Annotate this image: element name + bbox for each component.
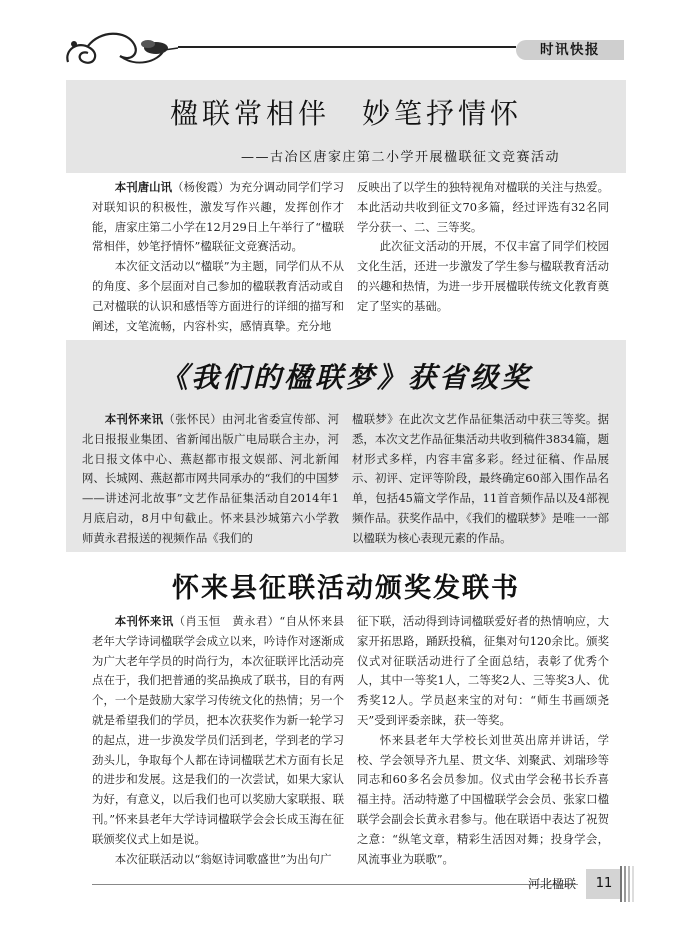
article3-right-column (357, 612, 609, 869)
scroll-ornament-icon (60, 22, 180, 72)
stripes-decoration-icon (620, 866, 634, 902)
article1-left-column (92, 178, 344, 336)
article2-right-column (352, 410, 609, 549)
publication-name: 河北楹联 (527, 877, 576, 891)
page-number: 11 (586, 869, 622, 899)
article3-byline-author: （肖玉恒 黄永君） (173, 614, 280, 628)
article3-byline-lead: 本刊怀来讯 (114, 614, 174, 628)
article1-paragraph: 本刊唐山讯（杨俊霞）为充分调动同学们学习对联知识的积极性，激发写作兴趣，发挥创作才能，唐家庄第二小学在12月29日上午举行了“楹联常相伴，妙笔抒情怀”楹联征文竞赛活动。 (92, 180, 344, 254)
article1-byline-lead: 本刊唐山讯 (114, 180, 173, 194)
article2-title: 《我们的楹联梦》获省级奖 (159, 361, 532, 394)
header-rule (178, 46, 516, 48)
footer-rule (92, 884, 578, 885)
article2-byline-author: （张怀民） (163, 412, 223, 426)
article1-paragraph: 此次征文活动的开展，不仅丰富了同学们校园文化生活，还进一步激发了学生参与楹联教育活动的兴趣和热情，为进一步开展楹联传统文化教育奠定了坚实的基础。 (357, 239, 609, 313)
article3-paragraph: 本刊怀来讯（肖玉恒 黄永君）“自从怀来县老年大学诗词楹联学会成立以来，吟诗作对逐渐成为广大老年学员的时尚行为，本次征联评比活动亮点在于，我们把普通的奖品换成了联书，目的有两个，一个是鼓励大家学习传统文化的热情；另一个就是希望我们的学员，把本次获奖作为新一轮学习的起点，进一步涣发学员们活到老，学到老的学习劲头儿，争取每个人都在诗词楹联艺术方面有长足的进步和发展。这是我们的一次尝试，如果大家认为好，有意义，以后我们也可以奖励大家联报、联刊。”怀来县老年大学诗词楹联学会会长成玉海在征联颁奖仪式上如是说。 (92, 614, 344, 846)
article2-byline-lead: 本刊怀来讯 (104, 412, 164, 426)
article1-byline-author: （杨俊霞） (172, 180, 230, 194)
article3-title: 怀来县征联活动颁奖发联书 (172, 573, 520, 604)
article2-paragraph: 本刊怀来讯（张怀民）由河北省委宣传部、河北日报报业集团、省新闻出版广电局联合主办，河北日报文体中心、燕赵都市报文娱部、河北新闻网、长城网、燕赵都市网共同承办的“我们的中国梦——讲述河北故事”文艺作品征集活动自2014年1月底启动，8月中旬截止。怀来县沙城第六小学教师黄永君报送的视频作品《我们的 (82, 412, 339, 545)
article1-paragraph: 本次征文活动以“楹联”为主题，同学们从不从的角度、多个层面对自己参加的楹联教育活动或自己对楹联的认识和感悟等方面进行的详细的描写和阐述，文笔流畅，内容朴实，感情真挚。充分地 (92, 259, 344, 333)
article1-subtitle: ——古冶区唐家庄第二小学开展楹联征文竞赛活动 (240, 150, 560, 165)
section-tag: 时讯快报 (516, 40, 624, 60)
article3-paragraph: 征下联，活动得到诗词楹联爱好者的热情响应，大家开拓思路，踊跃投稿，征集对句120余比。颁奖仪式对征联活动进行了全面总结，表彰了优秀个人，其中一等奖1人，二等奖2人、三等奖3人、优秀奖12人。学员赵来宝的对句：“师生书画颂尧天”受到评委亲睐，获一等奖。 (357, 614, 609, 727)
article1-paragraph: 反映出了以学生的独特视角对楹联的关注与热爱。本此活动共收到征文70多篇，经过评选有32名同学分获一、二、三等奖。 (357, 180, 609, 234)
article3-paragraph: 怀来县老年大学校长刘世英出席并讲话，学校、学会领导齐九星、贯文华、刘聚武、刘瑞珍等同志和60多名会员参加。仪式由学会秘书长乔喜福主持。活动特邀了中国楹联学会会员、张家口楹联学会副会长黄永君参与。他在联语中表达了祝贺之意：“纵笔文章，精彩生活因对舞；投身学会，风流事业为联歌”。 (357, 732, 609, 866)
article2-left-column (82, 410, 339, 549)
article1-title: 楹联常相伴 妙笔抒情怀 (169, 97, 522, 130)
article3-left-column (92, 612, 344, 869)
article3-paragraph: 本次征联活动以“翁妪诗词歌盛世”为出句广 (114, 851, 332, 866)
article1-right-column (357, 178, 609, 317)
article2-paragraph: 楹联梦》在此次文艺作品征集活动中获三等奖。据悉，本次文艺作品征集活动共收到稿件3834篇，题材形式多样，内容丰富多彩。经过征稿、作品展示、初评、定评等阶段，最终确定60部入围作品名单，包括45篇文学作品，11首音频作品以及4部视频作品。获奖作品中，《我们的楹联梦》是唯一一部以楹联为核心表现元素的作品。 (352, 412, 609, 545)
